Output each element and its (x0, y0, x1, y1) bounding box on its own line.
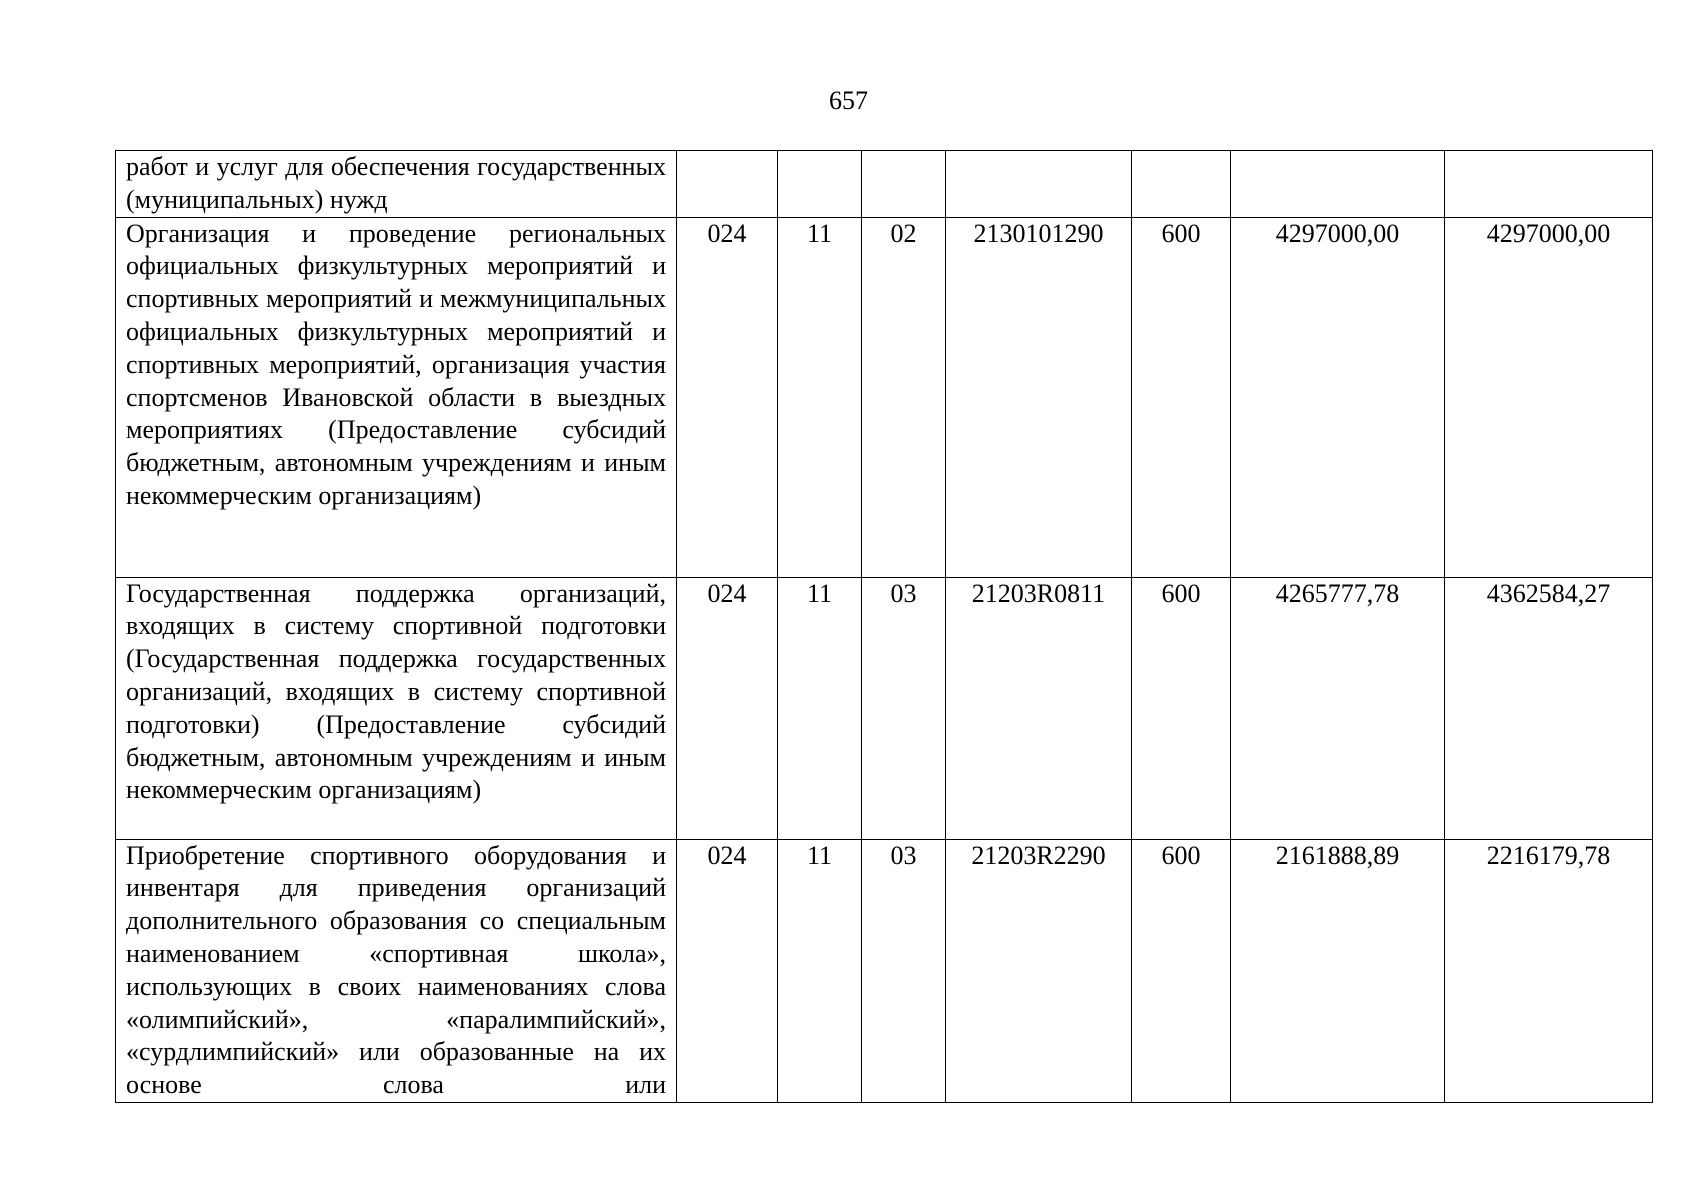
target-article-code (946, 151, 1132, 218)
amount-year1: 2161888,89 (1231, 839, 1445, 1102)
subsection-code: 03 (862, 577, 946, 839)
table-row (116, 839, 1653, 1102)
row-description: Организация и проведение региональных официальных физкультурных мероприятий и спортивных мероприятий и межмуниципальных официальных физкультурных мероприятий и спортивных мероприятий, организация участия спортсменов Ивановской области в выездных мероприятиях (Предоставление субсидий бюджетным, автономным учреждениям и иным некоммерческим организациям) (116, 217, 677, 577)
target-article-code: 21203R2290 (946, 839, 1132, 1102)
budget-table (115, 150, 1653, 1103)
table-row (116, 217, 1653, 577)
ministry-code (677, 151, 778, 218)
section-code: 11 (778, 577, 862, 839)
ministry-code: 024 (677, 839, 778, 1102)
section-code: 11 (778, 217, 862, 577)
target-article-code: 2130101290 (946, 217, 1132, 577)
subsection-code: 02 (862, 217, 946, 577)
table-row (116, 577, 1653, 839)
expense-type-code (1132, 151, 1231, 218)
row-description: Государственная поддержка организаций, входящих в систему спортивной подготовки (Государственная поддержка государственных организаций, входящих в систему спортивной подготовки) (Предоставление субсидий бюджетным, автономным учреждениям и иным некоммерческим организациям) (116, 577, 677, 839)
ministry-code: 024 (677, 577, 778, 839)
section-code (778, 151, 862, 218)
subsection-code: 03 (862, 839, 946, 1102)
amount-year1: 4265777,78 (1231, 577, 1445, 839)
amount-year2: 4297000,00 (1445, 217, 1653, 577)
ministry-code: 024 (677, 217, 778, 577)
row-description: Приобретение спортивного оборудования и инвентаря для приведения организаций дополнительного образования со специальным наименованием «спортивная школа», использующих в своих наименованиях слова «олимпийский», «паралимпийский», «сурдлимпийский» или образованные на их основе слова или (116, 839, 677, 1102)
table-row (116, 151, 1653, 218)
expense-type-code: 600 (1132, 217, 1231, 577)
expense-type-code: 600 (1132, 839, 1231, 1102)
amount-year2: 4362584,27 (1445, 577, 1653, 839)
row-description: работ и услуг для обеспечения государственных (муниципальных) нужд (116, 151, 677, 218)
page-number: 657 (829, 86, 868, 115)
amount-year1 (1231, 151, 1445, 218)
table-body (116, 151, 1653, 1103)
target-article-code: 21203R0811 (946, 577, 1132, 839)
amount-year2: 2216179,78 (1445, 839, 1653, 1102)
section-code: 11 (778, 839, 862, 1102)
amount-year2 (1445, 151, 1653, 218)
amount-year1: 4297000,00 (1231, 217, 1445, 577)
expense-type-code: 600 (1132, 577, 1231, 839)
subsection-code (862, 151, 946, 218)
